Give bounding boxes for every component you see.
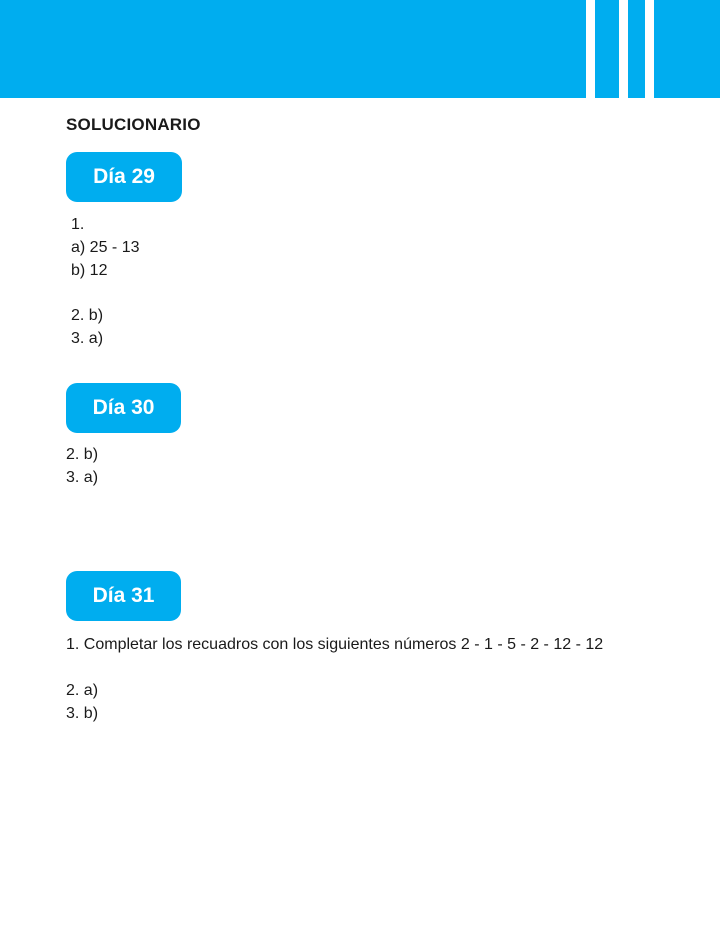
- answer-line: 2. b): [66, 446, 99, 463]
- banner-stripe: [645, 0, 654, 98]
- header-banner: [0, 0, 720, 98]
- answer-line: 3. a): [71, 330, 104, 347]
- answer-line: 3. a): [66, 469, 99, 486]
- page-title: SOLUCIONARIO: [66, 115, 201, 134]
- answer-line: 3. b): [66, 705, 99, 722]
- answer-line: a) 25 - 13: [71, 239, 140, 256]
- banner-stripe: [586, 0, 595, 98]
- day-31-badge: Día 31: [66, 571, 181, 621]
- day-29-badge: Día 29: [66, 152, 182, 202]
- banner-stripe: [619, 0, 628, 98]
- day-30-badge: Día 30: [66, 383, 181, 433]
- answer-line: 2. a): [66, 682, 99, 699]
- answer-line: 1. Completar los recuadros con los siguientes números 2 - 1 - 5 - 2 - 12 - 12: [66, 636, 604, 653]
- answer-line: 2. b): [71, 307, 104, 324]
- answer-line: 1.: [71, 216, 85, 233]
- answer-line: b) 12: [71, 262, 108, 279]
